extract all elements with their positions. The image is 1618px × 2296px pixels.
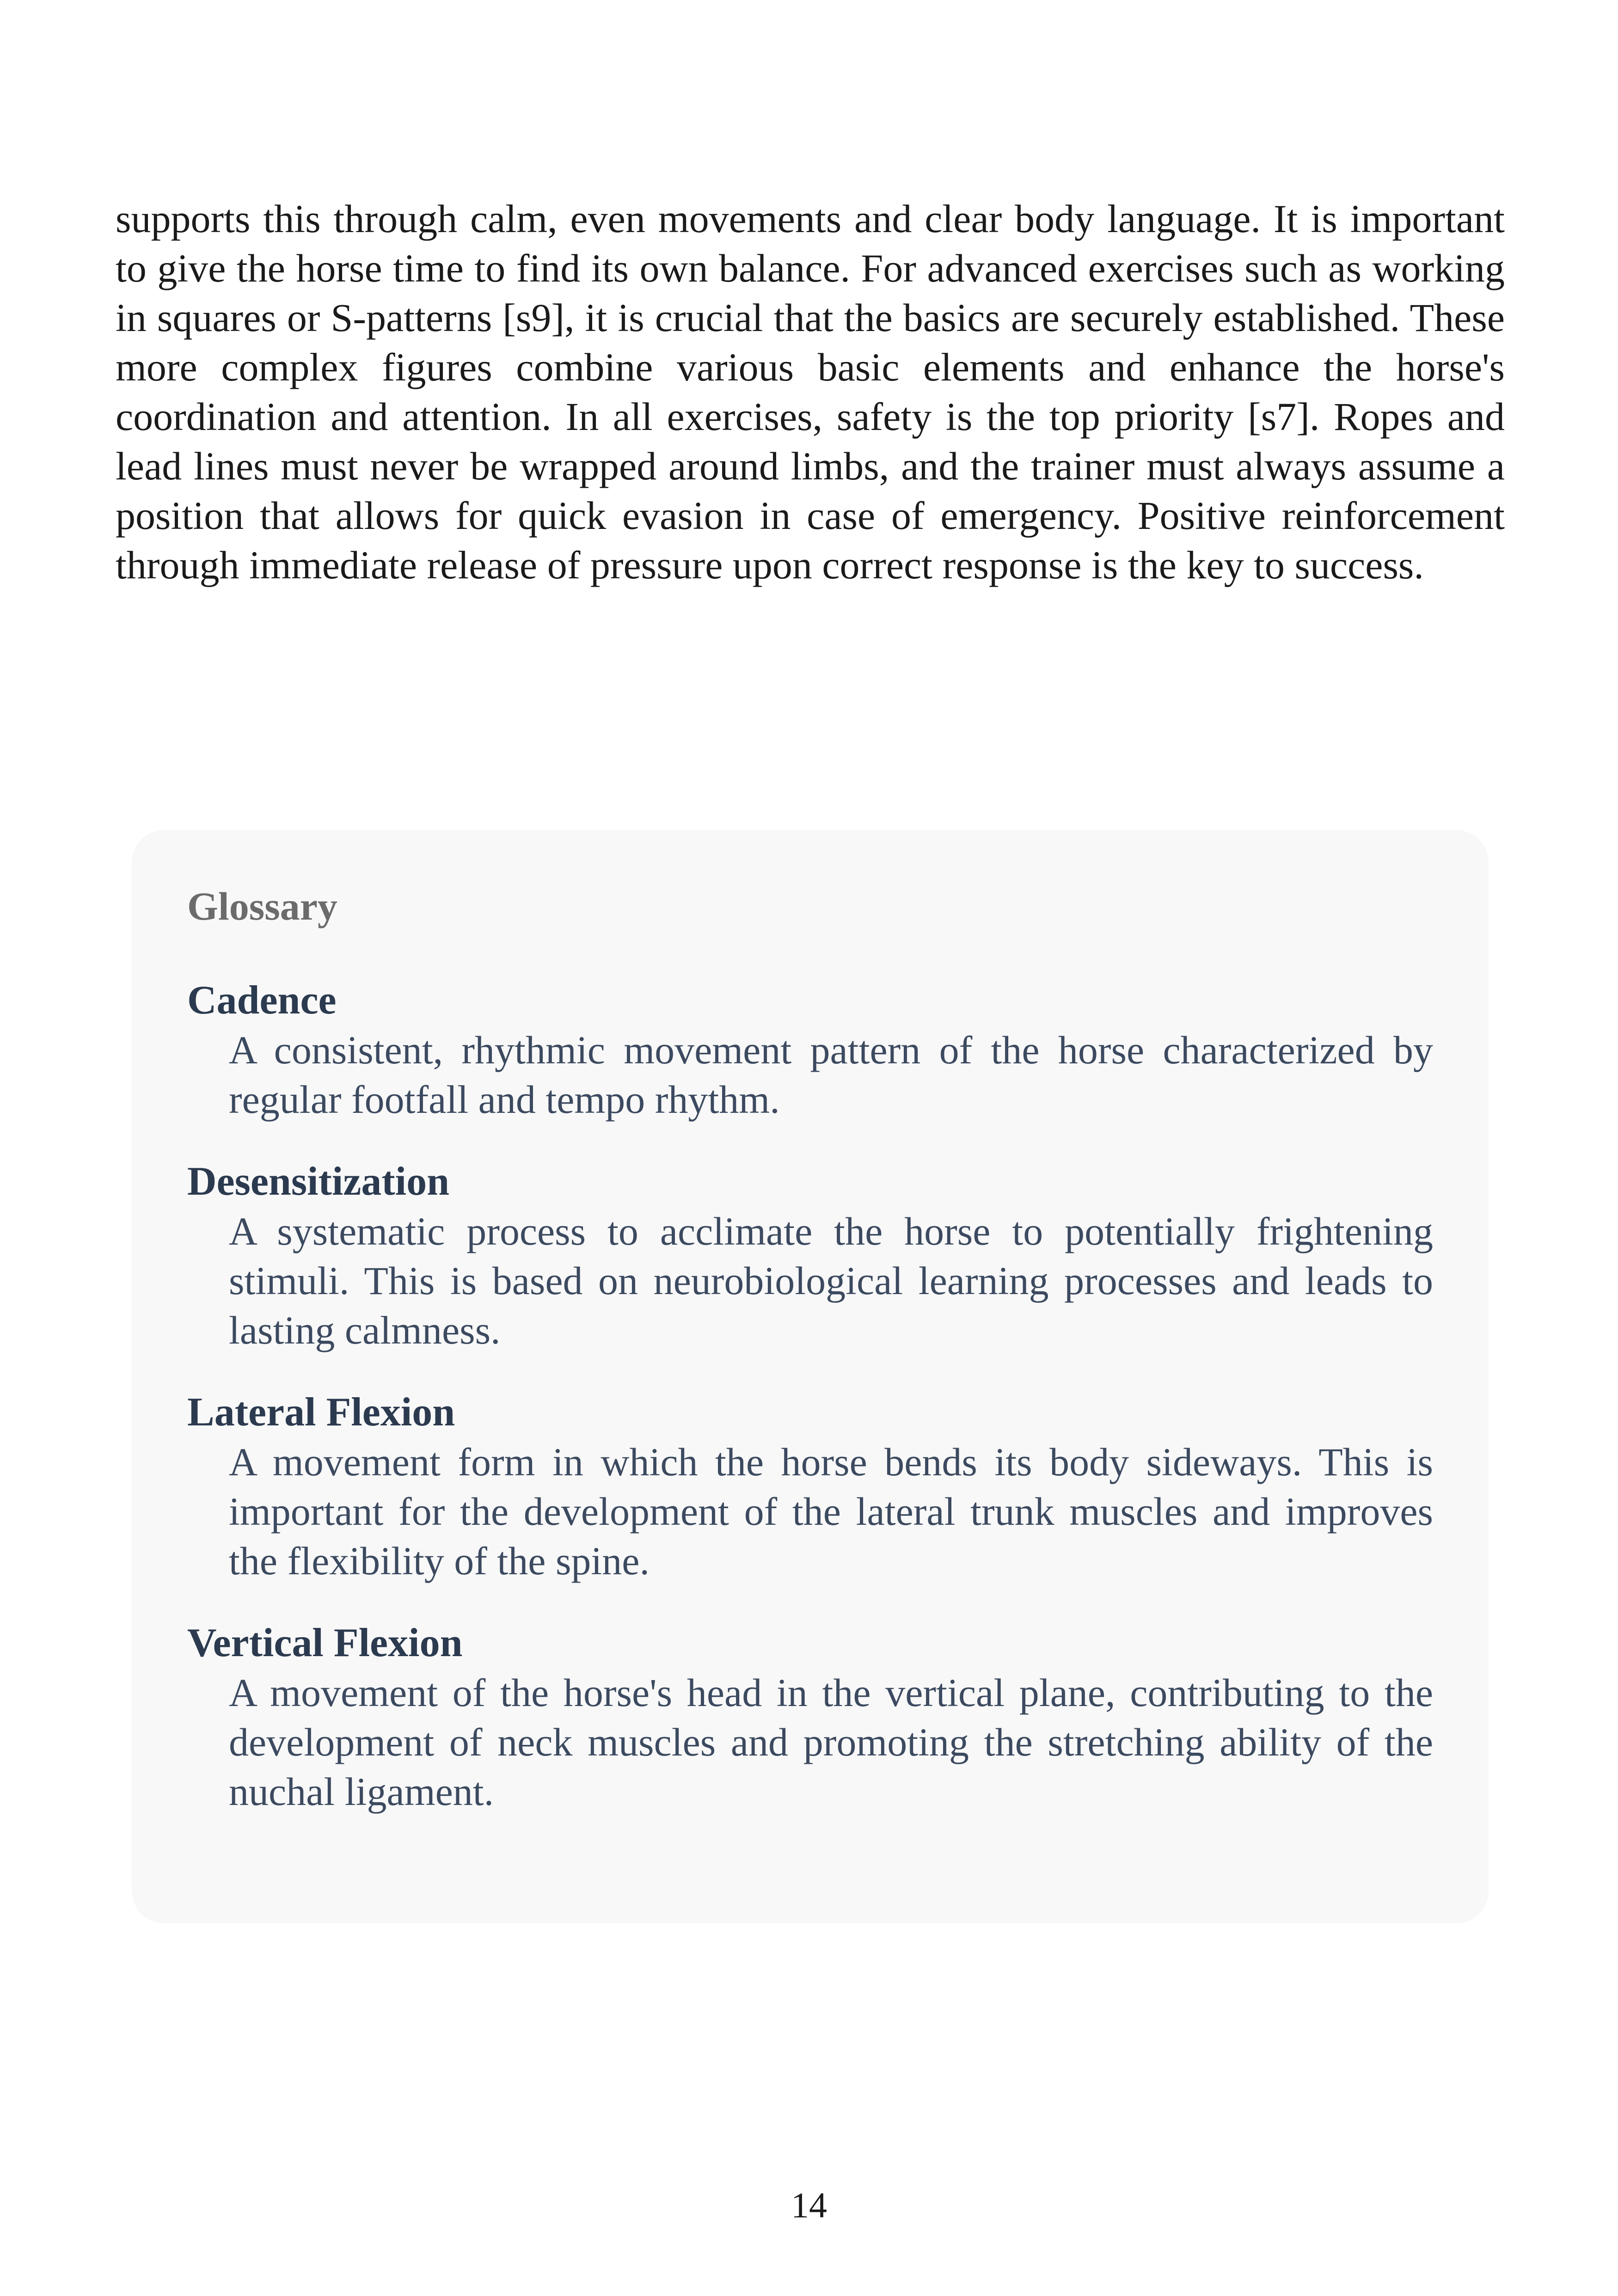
glossary-term: Cadence — [187, 978, 337, 1023]
glossary-entry — [187, 1618, 1433, 1817]
glossary-definition: A consistent, rhythmic movement pattern of the horse characterized by regular footfall and tempo rhythm. — [229, 1028, 1433, 1122]
glossary-term: Vertical Flexion — [187, 1621, 463, 1665]
glossary-term: Lateral Flexion — [187, 1390, 455, 1435]
glossary-entry — [187, 1387, 1433, 1586]
glossary-definition: A movement of the horse's head in the vertical plane, contributing to the development of neck muscles and promoting the stretching ability of the nuchal ligament. — [229, 1670, 1433, 1814]
glossary-definition: A systematic process to acclimate the horse to potentially frightening stimuli. This is based on neurobiological learning processes and leads to lasting calmness. — [229, 1209, 1433, 1352]
page-number: 14 — [791, 2185, 827, 2225]
glossary-term: Desensitization — [187, 1159, 450, 1204]
glossary-definition: A movement form in which the horse bends its body sideways. This is important for the development of the lateral trunk muscles and improves the flexibility of the spine. — [229, 1440, 1433, 1583]
glossary-entry — [187, 1157, 1433, 1355]
glossary-entry — [187, 976, 1433, 1124]
body-paragraph: supports this through calm, even movements and clear body language. It is important to give the horse time to find its own balance. For advanced exercises such as working in squares or S-patterns [s9], it is crucial that the basics are securely established. These more complex figures combine various basic elements and enhance the horse's coordination and attention. In all exercises, safety is the top priority [s7]. Ropes and lead lines must never be wrapped around limbs, and the trainer must always assume a position that allows for quick evasion in case of emergency. Positive reinforcement through immediate release of pressure upon correct response is the key to success. — [116, 196, 1505, 587]
glossary-title: Glossary — [187, 884, 337, 928]
glossary-box — [132, 830, 1489, 1923]
